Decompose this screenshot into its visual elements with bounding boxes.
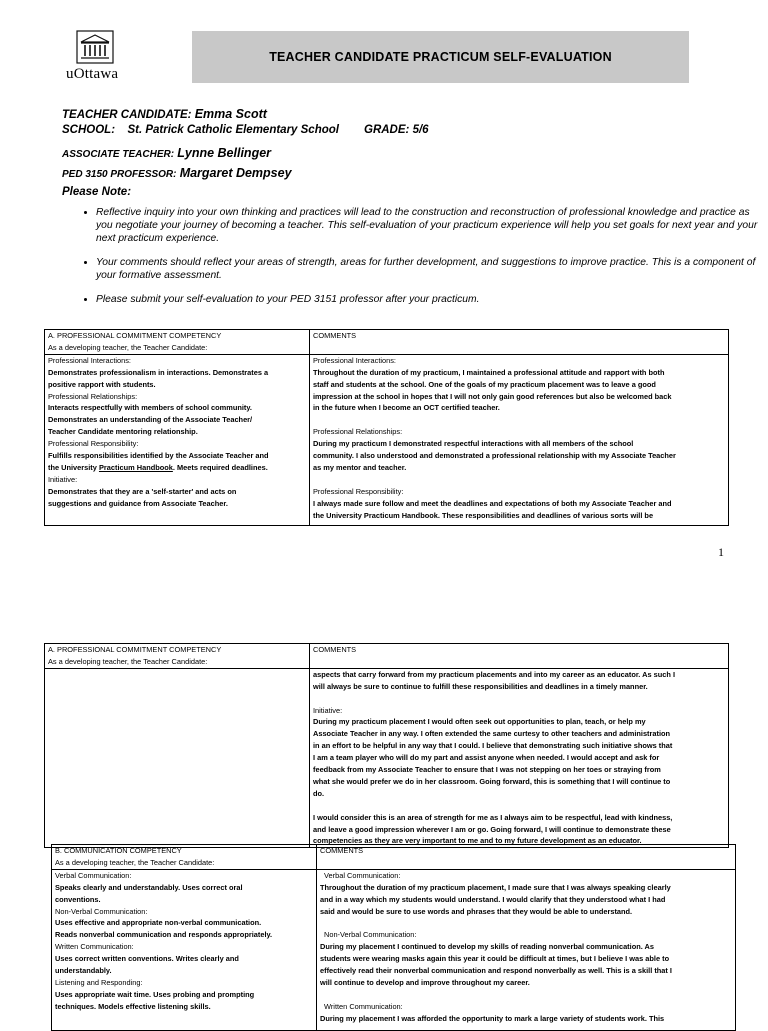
competency-header-cell [45,644,310,669]
uottawa-logo [66,30,156,86]
associate-line [62,146,271,160]
comment-line: as my mentor and teacher. [313,462,407,472]
comment-line: Professional Responsibility: [313,486,404,496]
document-title: TEACHER CANDIDATE PRACTICUM SELF-EVALUATION [269,50,612,64]
criteria-line: Reads nonverbal communication and responds appropriately. [55,930,273,940]
comment-line: will continue to develop and improve throughout my career. [320,977,530,987]
comments-header-cell [310,330,729,355]
comment-line: impression at the school in hopes that I will not only gain good references but also be welcomed back [313,391,672,401]
comment-line: During my practicum I demonstrated respectful interactions with all members of the school [313,439,634,449]
comment-line: Initiative: [313,705,343,715]
criteria-line: Fulfills responsibilities identified by the Associate Teacher and [48,451,269,461]
comment-line: staff and students at the school. One of the goals of my practicum placement was to leave a good [313,379,656,389]
practicum-handbook-link[interactable]: Practicum Handbook [98,462,173,472]
criteria-line: Professional Responsibility: [48,439,139,449]
comment-line: Throughout the duration of my practicum, I maintained a professional attitude and rapport with both [313,367,665,377]
criteria-line: Demonstrates an understanding of the Associate Teacher/ [48,415,253,425]
note-item: • Reflective inquiry into your own thinking and practices will lead to the construction and reconstruction of professional knowledge and practice as you negotiate your journey of becoming a teacher. This self-evaluation of your practicum experience will help you set goals for next year and your next practicum experience. [96,206,761,245]
criteria-line: Teacher Candidate mentoring relationship. [48,427,198,437]
comment-line: aspects that carry forward from my practicum placements and into my career as an educator. As such I [313,669,675,679]
comments-header-cell [317,845,736,870]
grade-line [364,124,429,136]
criteria-line: Professional Interactions: [48,355,131,365]
criteria-line: Demonstrates professionalism in interactions. Demonstrates a [48,367,269,377]
criteria-line: suggestions and guidance from Associate Teacher. [48,498,228,508]
comment-line: I always made sure follow and meet the deadlines and expectations of both my Associate Teacher and [313,498,672,508]
comment-line: competencies as they are very important to me and to my future development as an educator. [313,836,642,846]
criteria-line: understandably. [55,966,112,976]
criteria-line: Uses effective and appropriate non-verbal communication. [55,918,262,928]
notes-list [60,206,761,317]
comment-line: in the future when I become an OCT certified teacher. [313,403,500,413]
competency-title: A. PROFESSIONAL COMMITMENT COMPETENCY [48,331,222,340]
candidate-name: Emma Scott [194,107,267,121]
grade-label: GRADE: [364,124,410,136]
candidate-label: TEACHER CANDIDATE: [62,109,192,121]
comment-line: Verbal Communication: [324,870,401,880]
criteria-line: positive rapport with students. [48,379,156,389]
please-note-heading: Please Note: [62,186,132,198]
criteria-fragment: . Meets required deadlines. [172,462,268,472]
criteria-line: Uses appropriate wait time. Uses probing and prompting [55,989,255,999]
school-name: St. Patrick Catholic Elementary School [127,124,339,136]
competency-header-cell [45,330,310,355]
comment-line: During my practicum placement I would often seek out opportunities to plan, teach, or help my [313,717,646,727]
university-building-icon [76,30,114,64]
school-label: SCHOOL: [62,124,116,136]
comment-line: During my placement I was afforded the opportunity to mark a large variety of students work. This [320,1013,665,1023]
comment-line: During my placement I continued to develop my skills of reading nonverbal communication. As [320,942,655,952]
associate-label: ASSOCIATE TEACHER: [62,149,175,160]
criteria-line: techniques. Models effective listening skills. [55,1001,211,1011]
comment-line: Written Communication: [324,1001,403,1011]
candidate-line [62,107,267,121]
comments-cell [310,668,729,848]
note-item: • Please submit your self-evaluation to your PED 3151 professor after your practicum. [96,293,761,306]
logo-text: uOttawa [66,66,119,82]
title-banner [192,31,689,83]
criteria-fragment: the University [48,462,97,472]
competency-header-cell [52,845,317,870]
grade-value: 5/6 [412,124,429,136]
competency-subtitle: As a developing teacher, the Teacher Candidate: [48,342,208,352]
competency-subtitle: As a developing teacher, the Teacher Candidate: [48,656,208,666]
professor-line [62,166,292,180]
professional-commitment-table [44,329,729,526]
comment-line: Non-Verbal Communication: [324,930,417,940]
comment-line: feedback from my Associate Teacher to ensure that I was not stepping on her toes or straying from [313,765,661,775]
communication-table [51,844,736,1031]
comment-line: the University Practicum Handbook. These responsibilities and deadlines of various sorts will be [313,510,654,520]
comment-line: community. I also understood and demonstrated a professional relationship with my Associate Teacher [313,451,676,461]
criteria-line: Speaks clearly and understandably. Uses correct oral [55,882,243,892]
criteria-cell [45,668,310,848]
criteria-cell [45,354,310,525]
comment-line: in an effort to be helpful in any way that I could. I believe that demonstrating such initiative shows that [313,741,673,751]
criteria-line: Initiative: [48,474,78,484]
competency-subtitle: As a developing teacher, the Teacher Candidate: [55,857,215,867]
professor-label: PED 3150 PROFESSOR: [62,169,177,180]
comment-line: I would consider this is an area of strength for me as I always aim to be respectful, lead with kindness, [313,812,673,822]
note-item: • Your comments should reflect your areas of strength, areas for further development, and suggestions to improve practice. This is a component of your formative assessment. [96,256,761,282]
comment-line: will always be sure to continue to fulfill these responsibilities and deadlines in a timely manner. [313,681,648,691]
criteria-line: Uses correct written conventions. Writes clearly and [55,954,239,964]
criteria-line: Written Communication: [55,942,134,952]
comment-line: effectively read their nonverbal communication and respond nonverbally as well. This is a skill that I [320,966,672,976]
comment-line: I am a team player who will do my part and assist anyone when needed. I would accept and ask for [313,753,660,763]
criteria-line: Verbal Communication: [55,870,132,880]
professor-name: Margaret Dempsey [179,166,292,180]
criteria-line: Professional Relationships: [48,391,138,401]
criteria-line [48,462,306,474]
comment-line: what she would prefer we do in her classroom. Going forward, this is something that I will continue to [313,776,671,786]
criteria-line: conventions. [55,894,101,904]
professional-commitment-table-continued [44,643,729,848]
criteria-line: Listening and Responding: [55,977,143,987]
comment-line: Throughout the duration of my practicum placement, I made sure that I was always speaking clearly [320,882,671,892]
page-number: 1 [718,545,724,559]
comment-line: Professional Interactions: [313,355,396,365]
criteria-line: Non-Verbal Communication: [55,906,148,916]
school-line [62,124,339,136]
comment-line: Professional Relationships: [313,427,403,437]
criteria-cell [52,869,317,1030]
comment-line: and leave a good impression wherever I am or go. Going forward, I will continue to demonstrate these [313,824,671,834]
competency-title: B. COMMUNICATION COMPETENCY [55,846,182,855]
associate-name: Lynne Bellinger [177,146,272,160]
comments-title: COMMENTS [313,331,357,340]
comment-line: Associate Teacher in any way. I often extended the same curtesy to other teachers and administration [313,729,671,739]
comment-line: do. [313,788,325,798]
comments-cell [317,869,736,1030]
comment-line: said and would be sure to use words and phrases that they would be able to understand. [320,906,633,916]
comment-line: students were wearing masks again this year it could be difficult at times, but I believe I was able to [320,954,670,964]
comments-title: COMMENTS [320,846,364,855]
criteria-line: Interacts respectfully with members of school community. [48,403,252,413]
comments-cell [310,354,729,525]
criteria-line: Demonstrates that they are a 'self-starter' and acts on [48,486,237,496]
comments-header-cell [310,644,729,669]
comments-title: COMMENTS [313,645,357,654]
competency-title: A. PROFESSIONAL COMMITMENT COMPETENCY [48,645,222,654]
comment-line: and in a way which my students would understand. I would clarify that they understood what I had [320,894,666,904]
